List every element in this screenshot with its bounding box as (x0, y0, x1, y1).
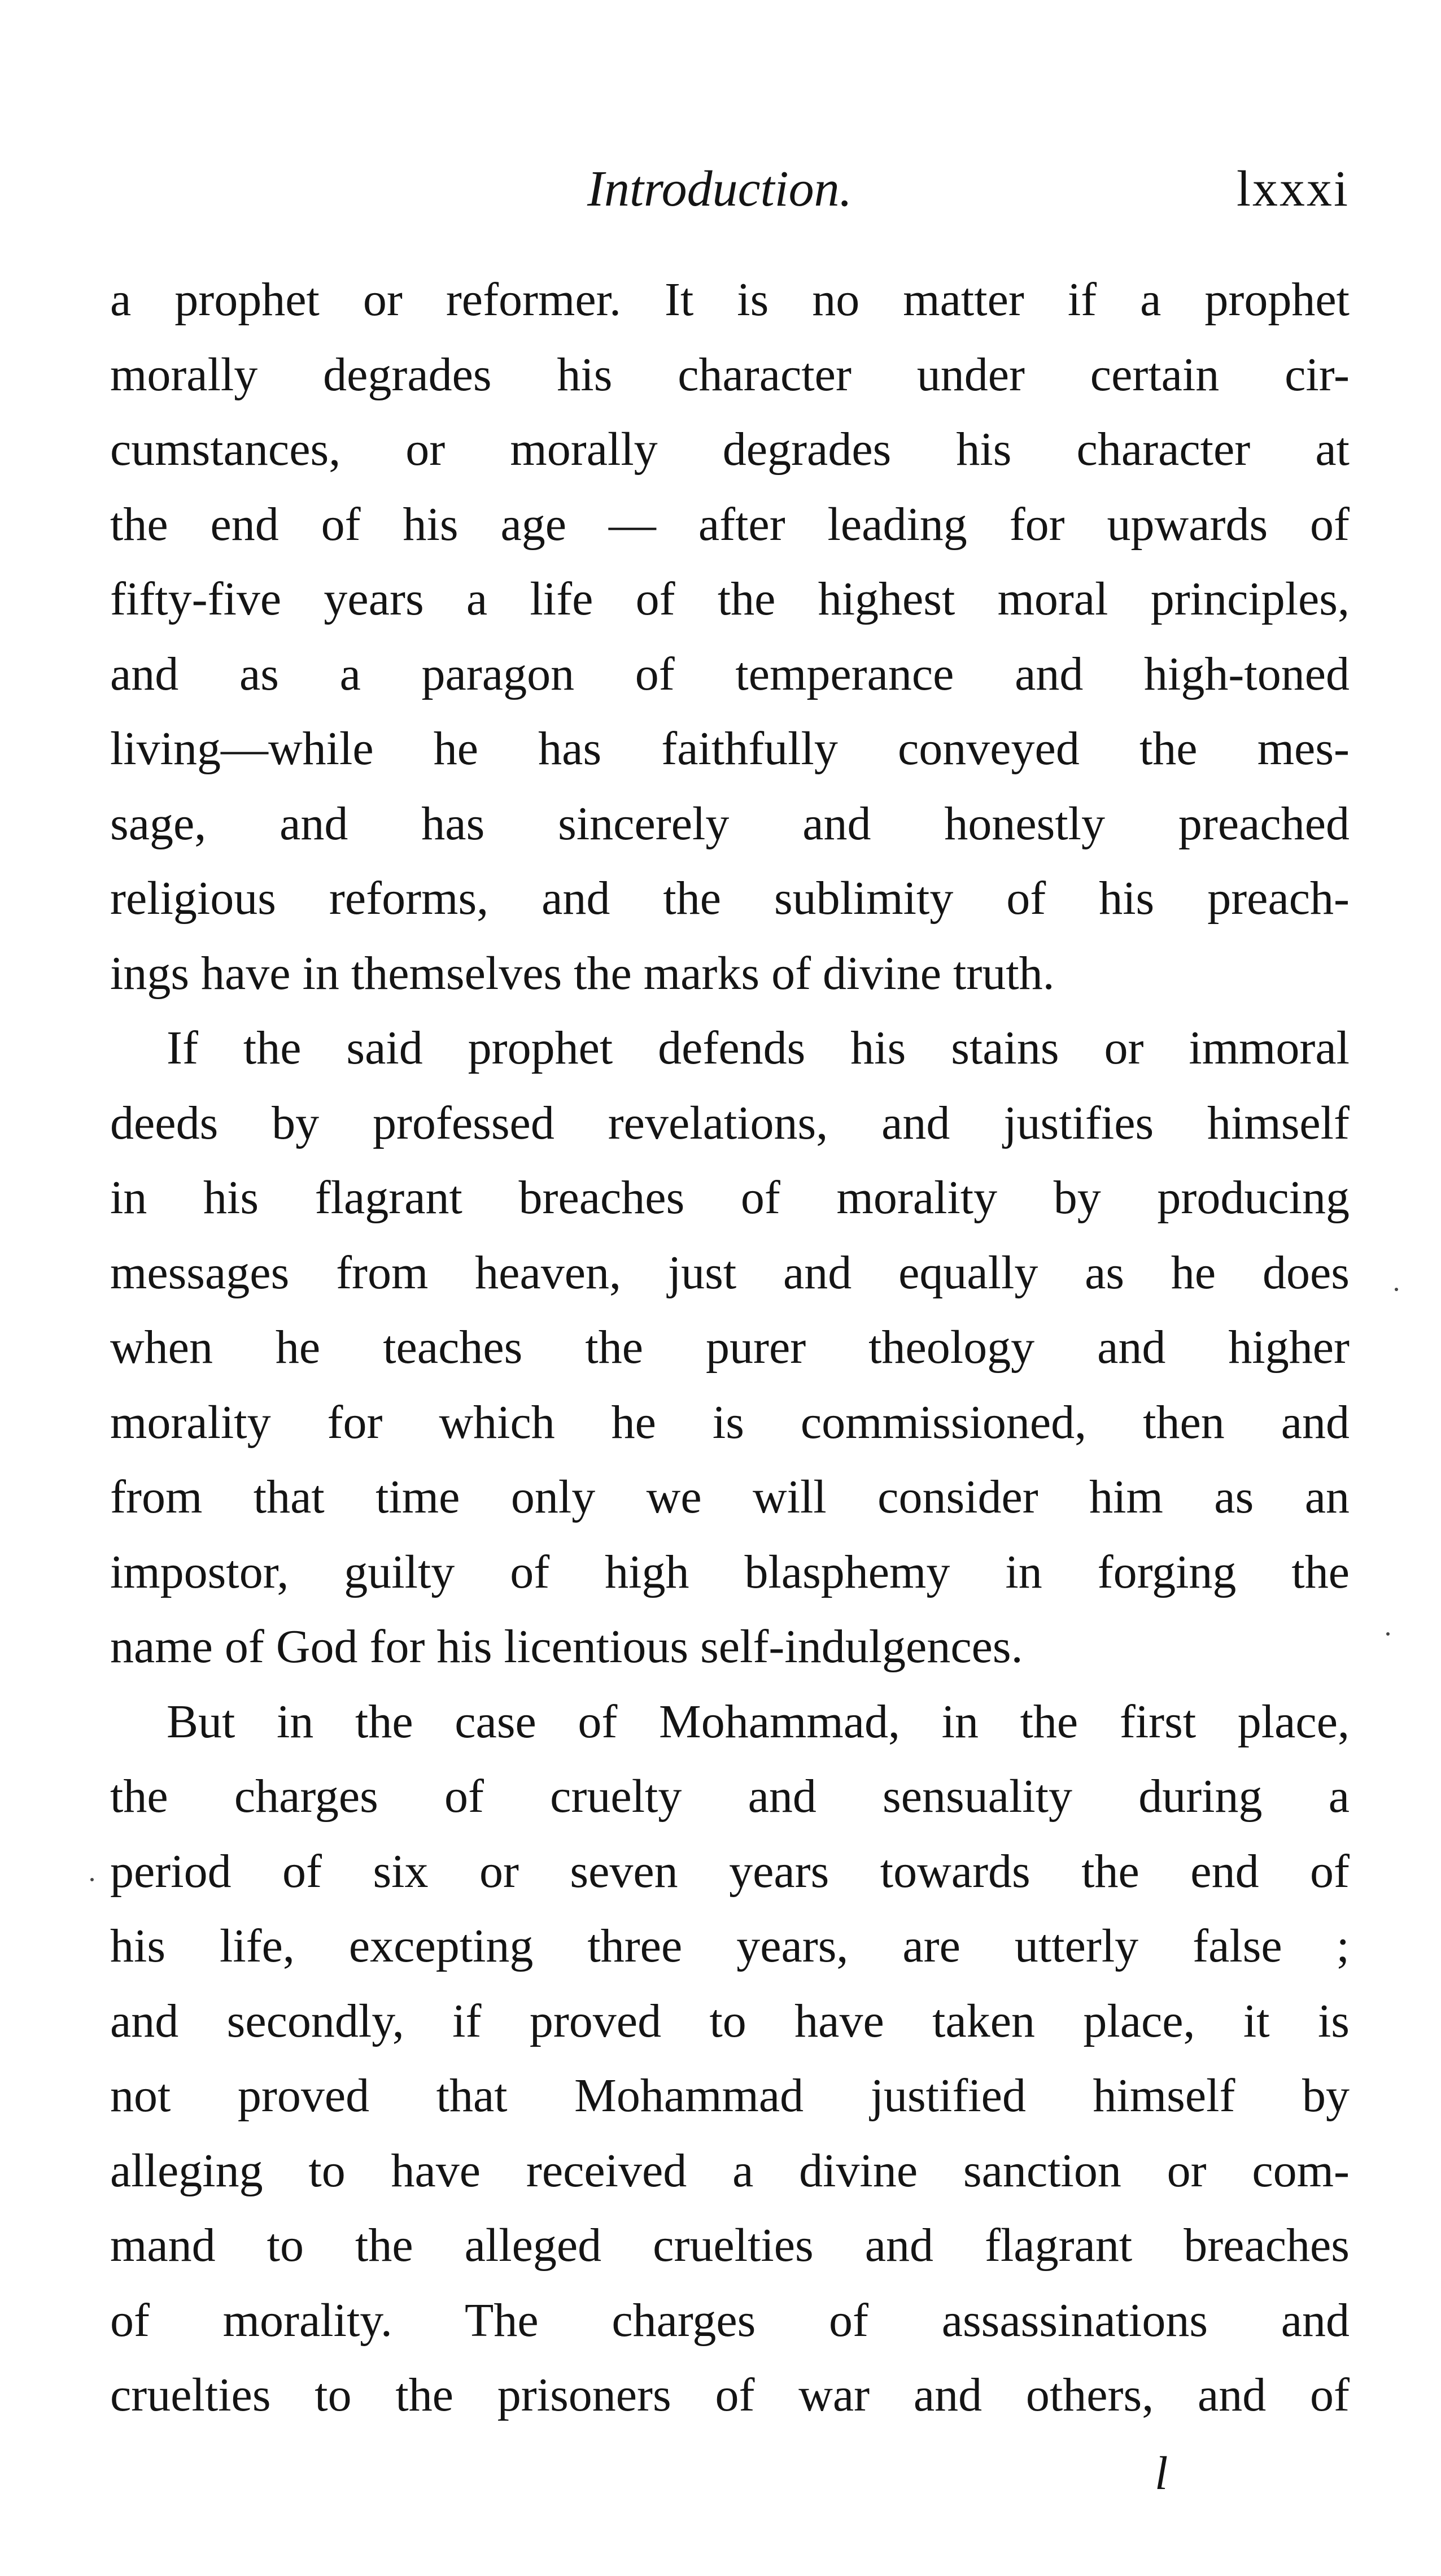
text-line: of morality. The charges of assassinations and (110, 2294, 1350, 2347)
text-line: messages from heaven, just and equally as he does (110, 1246, 1350, 1299)
print-speck (1395, 1288, 1398, 1291)
text-line: name of God for his licentious self-indulgences. (110, 1620, 1023, 1673)
page-number: lxxxi (1236, 161, 1350, 217)
text-line: alleging to have received a divine sanction or com- (110, 2144, 1350, 2197)
text-line: a prophet or reformer. It is no matter if a prophet (110, 273, 1350, 326)
running-head (110, 158, 1350, 220)
paragraph-2 (110, 1011, 1350, 1685)
text-line: cumstances, or morally degrades his character at (110, 423, 1350, 476)
text-line: cruelties to the prisoners of war and others, and of (110, 2369, 1350, 2421)
text-line: period of six or seven years towards the end of (110, 1845, 1350, 1898)
signature-mark: l (1155, 2447, 1168, 2500)
text-line: living—while he has faithfully conveyed the mes- (110, 722, 1350, 775)
text-line: religious reforms, and the sublimity of his preach- (110, 872, 1350, 925)
print-speck (1386, 1632, 1390, 1636)
paragraph-1 (110, 263, 1350, 1011)
text-line: not proved that Mohammad justified himself by (110, 2069, 1350, 2122)
text-line: impostor, guilty of high blasphemy in forging the (110, 1545, 1350, 1598)
text-line: his life, excepting three years, are utterly false ; (110, 1920, 1350, 1972)
text-line: But in the case of Mohammad, in the first place, (167, 1695, 1350, 1748)
text-line: the charges of cruelty and sensuality during a (110, 1770, 1350, 1823)
body-text (110, 263, 1350, 2433)
text-line: when he teaches the purer theology and higher (110, 1321, 1350, 1374)
text-line: If the said prophet defends his stains or immoral (167, 1022, 1350, 1074)
paragraph-3 (110, 1685, 1350, 2433)
text-line: mand to the alleged cruelties and flagrant breaches (110, 2219, 1350, 2272)
text-line: and as a paragon of temperance and high-toned (110, 647, 1350, 700)
text-line: deeds by professed revelations, and justifies himself (110, 1096, 1350, 1149)
text-line: in his flagrant breaches of morality by producing (110, 1171, 1350, 1224)
text-line: morally degrades his character under certain cir- (110, 348, 1350, 401)
running-title: Introduction. (587, 161, 853, 217)
text-line: the end of his age — after leading for upwards of (110, 498, 1350, 551)
text-line: fifty-five years a life of the highest moral principles, (110, 573, 1350, 625)
text-line: sage, and has sincerely and honestly preached (110, 797, 1350, 850)
text-line: ings have in themselves the marks of divine truth. (110, 947, 1055, 1000)
text-line: and secondly, if proved to have taken place, it is (110, 1994, 1350, 2047)
print-speck (90, 1878, 94, 1881)
text-line: morality for which he is commissioned, then and (110, 1396, 1350, 1449)
text-line: from that time only we will consider him as an (110, 1471, 1350, 1523)
